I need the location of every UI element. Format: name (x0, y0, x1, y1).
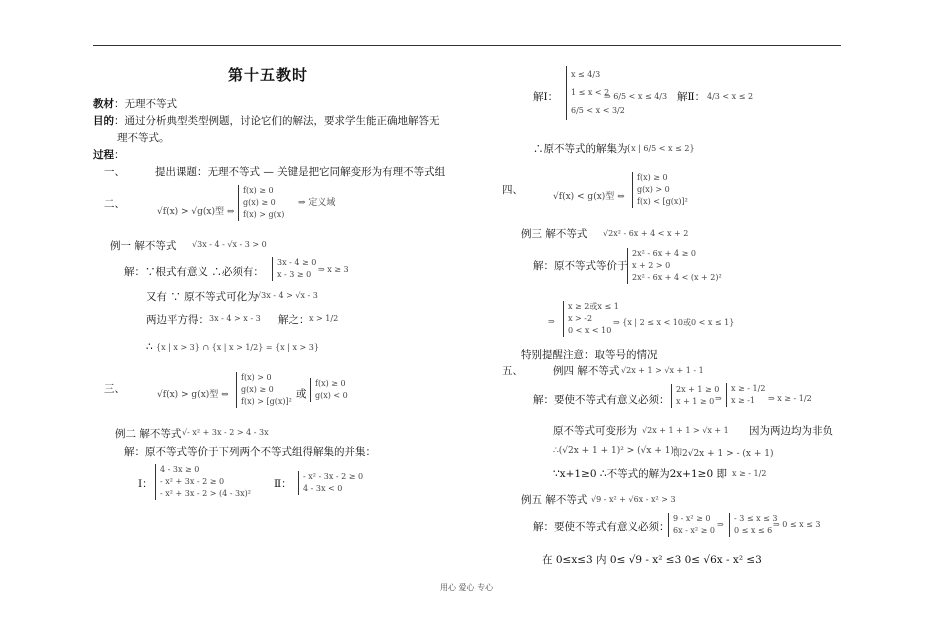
example-5-result: ⇒ 0 ≤ x ≤ 3 (773, 520, 821, 529)
example-3-row: 2x² - 6x + 4 ≥ 0 (632, 249, 696, 258)
section-1-text: 提出课题：无理不等式 — 关键是把它同解变形为有理不等式组 (155, 166, 446, 178)
section-3-lhs: √f(x) > g(x)型 ⇔ (157, 390, 229, 400)
example-5-solution: 解：要使不等式有意义必须： (533, 521, 670, 533)
example-4-conclusion-expr: x ≥ - 1/2 (732, 469, 767, 478)
section-4-row: f(x) < [g(x)]² (637, 197, 688, 206)
example-1-implies: ⇒ x ≥ 3 (318, 265, 349, 274)
example-5-row: 9 - x² ≥ 0 (673, 514, 711, 523)
example-2-label: 例二 解不等式 (115, 428, 182, 440)
example-1-square: 两边平方得： (146, 314, 209, 326)
example-5-expr: √9 - x² + √6x - x² > 3 (591, 495, 676, 504)
note-equality: 特别提醒注意：取等号的情况 (521, 349, 658, 361)
section-2-system (238, 185, 284, 221)
example-1-solution: 解：∵根式有意义 ∴必须有： (124, 266, 264, 278)
section-1-number: 一、 (104, 166, 125, 178)
example-4-square: ∴(√2x + 1 + 1)² > (√x + 1)² (553, 446, 678, 456)
jiaocai-text: ：无理不等式 (114, 98, 177, 110)
section-2-row: f(x) ≥ 0 (243, 186, 274, 195)
example-3-solution: 解：原不等式等价于 (533, 260, 628, 272)
example-2-system-2 (298, 471, 363, 495)
example-2-case-1: Ⅰ： (138, 478, 153, 490)
example-2-row: - x² + 3x - 2 ≥ 0 (160, 477, 225, 486)
example-3-expr: √2x² - 6x + 4 < x + 2 (603, 229, 689, 238)
example-1-therefore: ∴ (146, 341, 153, 353)
example-3-system-2 (563, 301, 619, 337)
guocheng-label: 过程 (93, 149, 114, 161)
section-2-number: 二、 (104, 198, 125, 210)
example-3-label: 例三 解不等式 (521, 228, 588, 240)
example-1-also-expr: √3x - 4 > √x - 3 (256, 291, 318, 300)
mudi-text: ：通过分析典型类型例题，讨论它们的解法，要求学生能正确地解答无 (114, 115, 440, 127)
example-1-row: x - 3 ≥ 0 (277, 270, 312, 279)
example-4-conclusion: ∵x+1≥0 ∴不等式的解为2x+1≥0 即 (553, 468, 727, 480)
mudi-text-2: 理不等式。 (117, 132, 170, 144)
example-4-system-2 (726, 383, 765, 407)
example-2-row: - x² + 3x - 2 > (4 - 3x)² (160, 489, 251, 498)
example-1-solve: 解之： (278, 314, 310, 326)
section-3-system-1 (236, 372, 292, 408)
example-4-row: x ≥ -1 (731, 396, 756, 405)
example-3-row: x > -2 (568, 314, 593, 323)
example-4-implies: ⇒ (715, 394, 722, 403)
solution-I-row: 1 ≤ x < 2 (571, 88, 610, 97)
solution-II-expr: 4/3 < x ≤ 2 (707, 92, 754, 101)
example-2-solution: 解：原不等式等价于下列两个不等式组得解集的并集： (124, 446, 376, 458)
section-3-or: 或 (296, 388, 307, 400)
example-4-expr: √2x + 1 > √x + 1 - 1 (621, 366, 704, 375)
solution-I-row: 6/5 < x < 3/2 (571, 106, 625, 115)
section-3-row: f(x) > 0 (241, 373, 272, 382)
example-2-row: 4 - 3x ≥ 0 (160, 465, 200, 474)
example-4-step-b: 因为两边均为非负 (749, 425, 833, 437)
example-3-system-1 (627, 248, 722, 284)
example-1-square-expr: 3x - 4 > x - 3 (209, 314, 261, 323)
section-4-number: 四、 (502, 184, 523, 196)
section-3-row: f(x) ≥ 0 (315, 379, 346, 388)
section-2-row: f(x) > g(x) (243, 210, 285, 219)
section-4-row: f(x) ≥ 0 (637, 173, 668, 182)
example-3-implies: ⇒ (548, 317, 555, 326)
page-footer: 用心 爱心 专心 (440, 583, 494, 592)
jiaocai-label: 教材 (93, 98, 114, 110)
jiaocai-line (93, 96, 177, 111)
example-4-step-expr: √2x + 1 + 1 > √x + 1 (642, 426, 729, 435)
section-2-row: g(x) ≥ 0 (243, 198, 276, 207)
example-4-square-b: 即2√2x + 1 > - (x + 1) (673, 449, 774, 459)
example-3-row: x ≥ 2或x ≤ 1 (568, 302, 619, 311)
example-3-row: 0 < x < 10 (568, 326, 612, 335)
solution-II-label: 解Ⅱ： (677, 91, 706, 103)
solution-I-implies: ⇒ 6/5 < x ≤ 4/3 (604, 92, 668, 101)
section-3-row: f(x) > [g(x)]² (241, 397, 292, 406)
solution-I-label: 解Ⅰ： (533, 91, 559, 103)
mudi-line (93, 113, 440, 128)
section-3-row: g(x) < 0 (315, 391, 348, 400)
section-4-row: g(x) > 0 (637, 185, 670, 194)
example-1-expr: √3x - 4 - √x - 3 > 0 (192, 240, 267, 249)
example-5-label: 例五 解不等式 (521, 494, 588, 506)
section-2-lhs: √f(x) > √g(x)型 ⇔ (157, 207, 235, 217)
section-3-row: g(x) ≥ 0 (241, 385, 274, 394)
section-3-system-2 (310, 378, 348, 402)
section-3-number: 三、 (104, 383, 125, 395)
solution-set-label: ∴原不等式的解集为 (533, 143, 628, 155)
example-1-conclusion: {x | x > 3} ∩ {x | x > 1/2} = {x | x > 3} (156, 343, 319, 352)
example-4-row: x ≥ - 1/2 (731, 384, 766, 393)
example-5-row: - 3 ≤ x ≤ 3 (734, 514, 778, 523)
solution-set-expr: {x | 6/5 < x ≤ 2} (626, 144, 695, 153)
example-3-result: ⇒ {x | 2 ≤ x < 10或0 < x ≤ 1} (613, 318, 735, 327)
solution-I-row: x ≤ 4/3 (571, 70, 601, 79)
example-4-system-1 (671, 384, 719, 408)
example-5-system-2 (729, 513, 778, 537)
example-1-system (272, 257, 316, 281)
section-5-number: 五、 (502, 365, 523, 377)
example-5-system-1 (668, 513, 715, 537)
example-1-solve-expr: x > 1/2 (309, 314, 339, 323)
example-2-system-1 (155, 464, 251, 500)
example-5-row: 0 ≤ x ≤ 6 (734, 526, 773, 535)
example-2-row: 4 - 3x < 0 (303, 484, 343, 493)
section-4-system (632, 172, 688, 208)
example-2-row: - x² - 3x - 2 ≥ 0 (303, 472, 364, 481)
example-4-label: 例四 解不等式 (553, 365, 620, 377)
section-4-lhs: √f(x) < g(x)型 ⇔ (553, 192, 625, 202)
example-3-row: x + 2 > 0 (632, 261, 671, 270)
example-2-case-2: Ⅱ： (274, 478, 292, 490)
example-5-row: 6x - x² ≥ 0 (673, 526, 715, 535)
example-3-row: 2x² - 6x + 4 < (x + 2)² (632, 273, 722, 282)
example-4-solution: 解：要使不等式有意义必须： (533, 394, 670, 406)
guocheng-line (93, 147, 125, 162)
example-4-row: x + 1 ≥ 0 (676, 397, 715, 406)
example-5-implies: ⇒ (717, 520, 724, 529)
example-2-expr: √- x² + 3x - 2 > 4 - 3x (182, 428, 269, 437)
guocheng-colon: ： (114, 149, 125, 161)
example-4-step-a: 原不等式可变形为 (553, 425, 637, 437)
example-4-row: 2x + 1 ≥ 0 (676, 385, 720, 394)
mudi-label: 目的 (93, 115, 114, 127)
example-5-range-line: 在 0≤x≤3 内 0≤ √9 - x² ≤3 0≤ √6x - x² ≤3 (542, 554, 762, 566)
example-1-row: 3x - 4 ≥ 0 (277, 258, 317, 267)
example-4-result: ⇒ x ≥ - 1/2 (768, 394, 812, 403)
page-title: 第十五教时 (228, 66, 309, 84)
section-2-note: ⇒ 定义域 (298, 198, 336, 208)
example-1-also: 又有 ∵ 原不等式可化为 (146, 291, 258, 303)
example-1-label: 例一 解不等式 (110, 240, 177, 252)
top-rule (93, 45, 841, 46)
